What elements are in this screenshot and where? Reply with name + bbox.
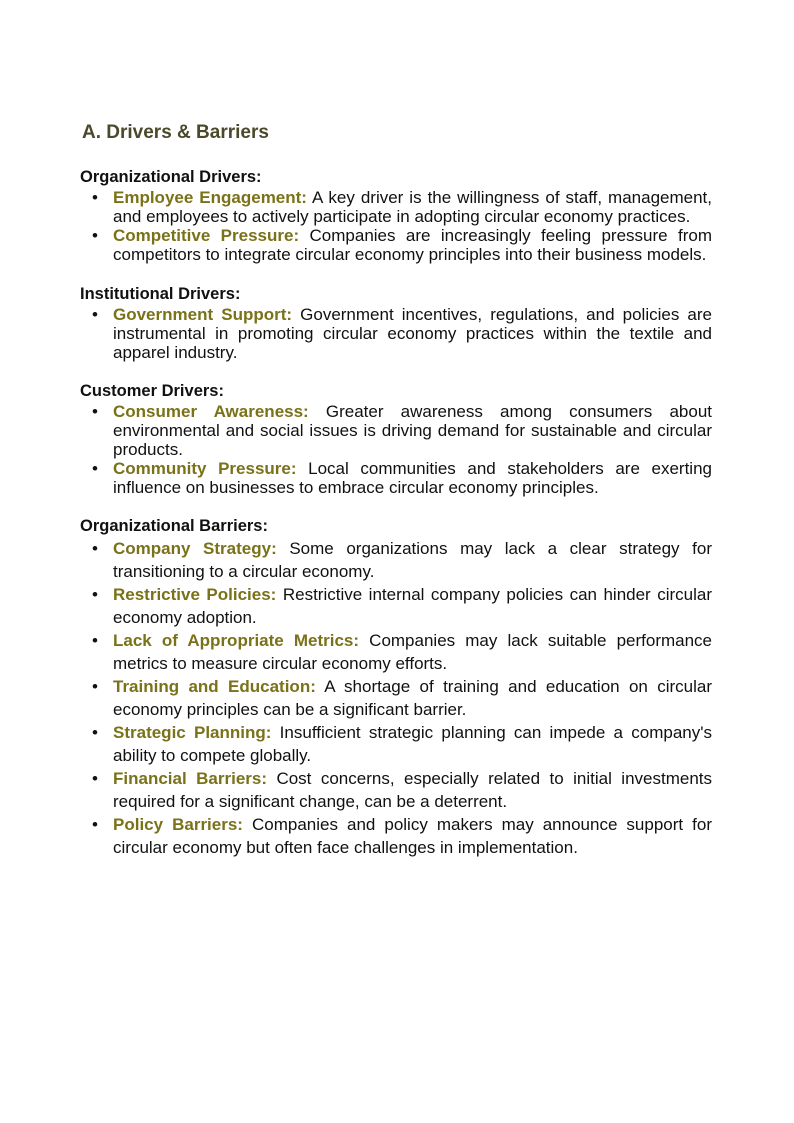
item-term: Consumer Awareness: <box>113 402 309 421</box>
item-text: Cost concerns, especially related to initial investments required for a significant change, can be a deterrent. <box>113 769 712 811</box>
item-text: Companies and policy makers may announce support for circular economy but often face challenges in implementation. <box>113 815 712 857</box>
item-text: Companies are increasingly feeling pressure from competitors to integrate circular economy principles into their business models. <box>113 226 713 264</box>
item-term: Competitive Pressure: <box>113 226 300 245</box>
list-item <box>80 537 712 583</box>
list-item <box>80 459 712 497</box>
bullet-icon: • <box>92 305 98 324</box>
item-term: Company Strategy: <box>113 539 277 558</box>
item-text: Greater awareness among consumers about environmental and social issues is driving demand for sustainable and circular products. <box>113 402 713 459</box>
bullet-icon: • <box>92 585 98 604</box>
item-text: Restrictive internal company policies can hinder circular economy adoption. <box>113 585 712 627</box>
bullet-icon: • <box>92 631 98 650</box>
list-item <box>80 188 712 226</box>
list-item <box>80 813 712 859</box>
group-customer-drivers <box>80 380 712 497</box>
list-item <box>80 402 712 459</box>
group-title: Organizational Drivers: <box>80 168 262 186</box>
list-item <box>80 767 712 813</box>
item-term: Lack of Appropriate Metrics: <box>113 631 360 650</box>
item-term: Restrictive Policies: <box>113 585 277 604</box>
list-item <box>80 583 712 629</box>
item-text: Insufficient strategic planning can impede a company's ability to compete globally. <box>113 723 712 765</box>
bullet-list <box>80 537 712 859</box>
group-organizational-drivers <box>80 166 712 264</box>
bullet-list <box>80 402 712 497</box>
item-term: Strategic Planning: <box>113 723 272 742</box>
item-term: Government Support: <box>113 305 293 324</box>
group-organizational-barriers <box>80 515 712 859</box>
list-item <box>80 629 712 675</box>
group-title: Institutional Drivers: <box>80 285 241 303</box>
item-term: Training and Education: <box>113 677 316 696</box>
document-page <box>80 120 712 859</box>
bullet-icon: • <box>92 188 98 207</box>
group-title: Customer Drivers: <box>80 382 224 400</box>
item-term: Employee Engagement: <box>113 188 307 207</box>
section-title: A. Drivers & Barriers <box>82 122 269 143</box>
bullet-list <box>80 305 712 362</box>
item-text: Some organizations may lack a clear strategy for transitioning to a circular economy. <box>113 539 712 581</box>
bullet-icon: • <box>92 723 98 742</box>
bullet-icon: • <box>92 539 98 558</box>
list-item <box>80 721 712 767</box>
bullet-list <box>80 188 712 264</box>
bullet-icon: • <box>92 402 98 421</box>
bullet-icon: • <box>92 769 98 788</box>
bullet-icon: • <box>92 677 98 696</box>
bullet-icon: • <box>92 815 98 834</box>
item-text: Government incentives, regulations, and policies are instrumental in promoting circular economy practices within the textile and apparel industry. <box>113 305 712 362</box>
item-text: Local communities and stakeholders are exerting influence on businesses to embrace circular economy principles. <box>113 459 712 497</box>
list-item <box>80 226 712 264</box>
item-term: Community Pressure: <box>113 459 297 478</box>
bullet-icon: • <box>92 459 98 478</box>
group-title: Organizational Barriers: <box>80 517 268 535</box>
item-text: A shortage of training and education on circular economy principles can be a significant barrier. <box>113 677 712 719</box>
item-term: Financial Barriers: <box>113 769 267 788</box>
bullet-icon: • <box>92 226 98 245</box>
list-item <box>80 675 712 721</box>
list-item <box>80 305 712 362</box>
item-text: Companies may lack suitable performance metrics to measure circular economy efforts. <box>113 631 712 673</box>
group-institutional-drivers <box>80 283 712 362</box>
item-term: Policy Barriers: <box>113 815 243 834</box>
item-text: A key driver is the willingness of staff, management, and employees to actively participate in adopting circular economy practices. <box>113 188 712 226</box>
